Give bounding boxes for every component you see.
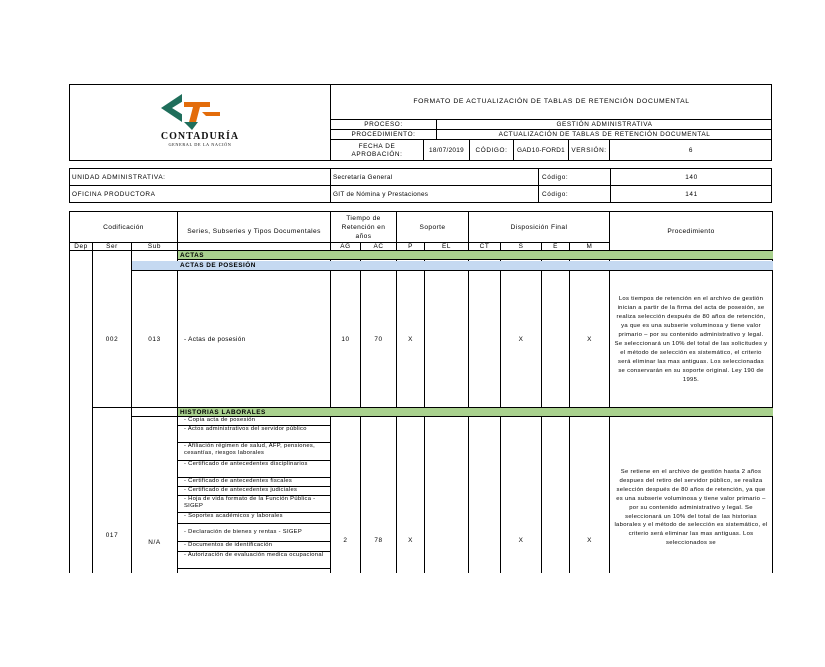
row1-doc: - Actas de posesión	[184, 335, 246, 343]
row2-m: X	[587, 536, 592, 544]
row2-sub: N/A	[148, 538, 161, 546]
unidad-codigo-value: 140	[685, 173, 698, 181]
version-value: 6	[688, 147, 694, 154]
procedimiento-header: Procedimiento	[667, 227, 715, 235]
row1-procedimiento: Los tiempos de retención en el archivo de gestión inician a partir de la firma del acta de posesión, se realiza selección después de 80 años de retención, ya que es una subserie voluminosa y tiene valor primario – por su contenido administrativo y legal. Se seleccionará un 10% del total de las solicitudes y el método de selección es sistemático, el criterio será eliminar las mas antiguas. Los seleccionadas se conservarán en su soporte original. Ley 190 de 1995.	[614, 296, 768, 383]
row2-p: X	[408, 536, 413, 544]
codigo-value: GAD10-FORD1	[516, 147, 566, 154]
p-header: P	[408, 243, 413, 250]
unidad-value: Secretaría General	[333, 173, 393, 181]
row2-ac: 78	[374, 536, 383, 544]
oficina-value: GIT de Nómina y Prestaciones	[333, 191, 429, 198]
codificacion-header: Codificación	[103, 223, 144, 231]
m-header: M	[586, 243, 593, 250]
document-title: FORMATO DE ACTUALIZACIÓN DE TABLAS DE RETENCIÓN DOCUMENTAL	[413, 98, 690, 105]
el-header: EL	[441, 243, 452, 250]
row1-p: X	[408, 335, 413, 343]
row1-ag: 10	[341, 335, 350, 343]
proceso-value: GESTIÓN ADMINISTRATIVA	[556, 121, 653, 128]
logo-subtitle: GENERAL DE LA NACIÓN	[168, 142, 232, 147]
e-header: E	[553, 243, 558, 250]
row2-ag: 2	[343, 536, 348, 544]
ser-header: Ser	[106, 243, 118, 250]
ct-header: CT	[479, 243, 490, 250]
series-historias-label: HISTORIAS LABORALES	[180, 409, 266, 416]
fecha-label: FECHA DE APROBACIÓN:	[351, 142, 403, 158]
row2-doc-item: - Afiliación régimen de salud, AFP, pensiones, cesantías, riesgos laborales	[178, 443, 330, 461]
unidad-codigo-label: Código:	[542, 173, 569, 181]
series-header: Series, Subseries y Tipos Documentales	[187, 227, 321, 235]
row1-s: X	[518, 335, 524, 343]
proceso-label: PROCESO:	[364, 121, 403, 128]
subseries-actas-posesion-label: ACTAS DE POSESIÓN	[180, 262, 256, 269]
dep-header: Dep	[74, 243, 88, 250]
codigo-label: CÓDIGO:	[475, 147, 508, 154]
oficina-label: OFICINA PRODUCTORA	[72, 191, 156, 198]
oficina-codigo-value: 141	[685, 191, 698, 198]
subseries-row-actas-posesion	[132, 261, 773, 271]
series-row-actas	[178, 251, 773, 260]
tiempo-header: Tiempo de Retención en años	[341, 214, 386, 240]
row2-doc-item: - Certificado de antecedentes fiscales	[178, 478, 330, 487]
logo-name: CONTADURÍA	[160, 131, 240, 142]
procedimiento-value: ACTUALIZACIÓN DE TABLAS DE RETENCIÓN DOCUMENTAL	[498, 131, 711, 138]
row1-m: X	[587, 335, 592, 343]
row2-doc-item: - Hoja de vida formato de la Función Pública - SIGEP	[178, 496, 330, 513]
series-row-historias	[178, 408, 773, 417]
oficina-codigo-label: Código:	[542, 191, 569, 198]
row2-ser: 017	[105, 531, 119, 539]
disposicion-header: Disposición Final	[510, 223, 568, 231]
row1-sub: 013	[148, 335, 161, 343]
row2-doc-item: - Documentos de identificación	[178, 542, 330, 552]
row2-doc-item: - Declaración de bienes y rentas - SIGEP	[178, 524, 330, 542]
row2-doc-item: - Autorización de evaluación medica ocupacional	[178, 552, 330, 569]
row2-doc-item: - Actos administrativos del servidor público	[178, 426, 330, 443]
sub-header: Sub	[147, 243, 162, 250]
series-actas-label: ACTAS	[180, 252, 205, 259]
row1-ser: 002	[105, 335, 119, 343]
logo	[140, 90, 260, 152]
fecha-value: 18/07/2019	[429, 147, 464, 154]
row2-doc-item: - Certificado de antecedentes judiciales	[178, 487, 330, 496]
unidad-label: UNIDAD ADMINISTRATIVA:	[72, 173, 166, 181]
ac-header: AC	[373, 243, 384, 250]
version-label: VERSIÓN:	[571, 147, 607, 154]
cell-divider	[538, 168, 539, 203]
row1-ac: 70	[374, 335, 383, 343]
soporte-header: Soporte	[419, 223, 446, 231]
procedimiento-label: PROCEDIMIENTO:	[351, 131, 416, 138]
s-header: S	[518, 243, 524, 250]
row2-procedimiento: Se retiene en el archivo de gestión hasta 2 años despues del retiro del servidor público, se realiza selección después de 80 años de retención, ya que es una subserie voluminosa y tiene valor primario – por su contenido administrativo y legal. Se seleccionará un 10% del total de las historias laborales y el método de selección es sistemático, el criterio será eliminar las mas antiguas. Los seleccionados se	[614, 469, 768, 547]
row2-doc-item: - Copia acta de posesión	[178, 417, 330, 426]
row2-doc-item: - Soportes académicos y laborales	[178, 513, 330, 524]
ag-header: AG	[340, 243, 351, 250]
row2-s: X	[518, 536, 524, 544]
row2-doc-list	[178, 417, 330, 573]
row2-doc-item: - Certificado de antecedentes disciplinarios	[178, 461, 330, 478]
